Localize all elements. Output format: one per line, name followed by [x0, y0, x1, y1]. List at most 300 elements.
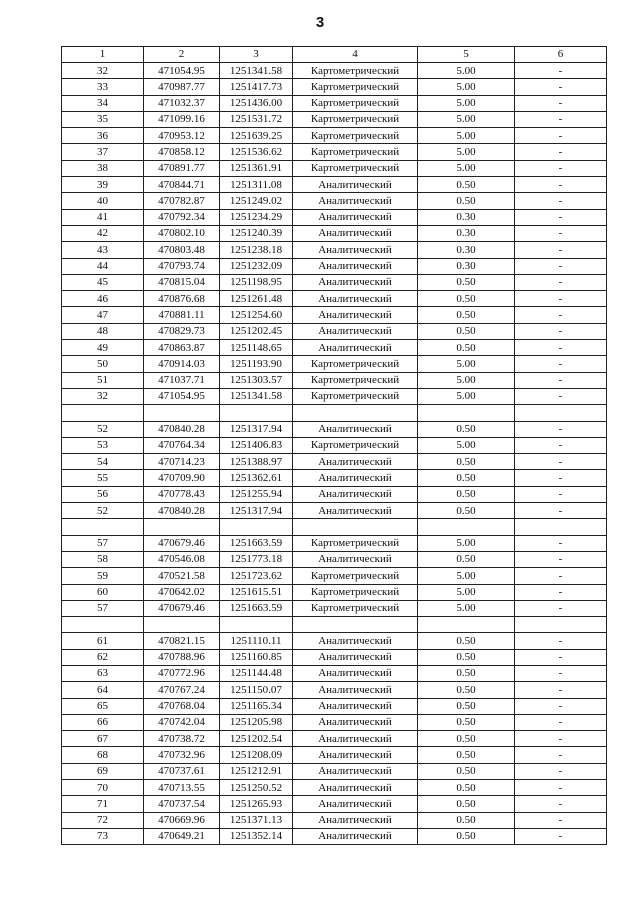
cell-note: - [515, 111, 607, 127]
cell-method: Аналитический [293, 291, 418, 307]
cell-method: Картометрический [293, 160, 418, 176]
cell-accuracy: 5.00 [418, 356, 515, 372]
cell-coordinate-y: 1251371.13 [220, 812, 293, 828]
cell-method: Картометрический [293, 568, 418, 584]
cell-method: Аналитический [293, 470, 418, 486]
cell-note: - [515, 535, 607, 551]
cell-coordinate-x: 470840.28 [144, 503, 220, 519]
cell-coordinate-y: 1251205.98 [220, 714, 293, 730]
cell-method: Аналитический [293, 714, 418, 730]
cell-coordinate-y: 1251536.62 [220, 144, 293, 160]
cell-coordinate-x [144, 405, 220, 421]
cell-point-number: 47 [62, 307, 144, 323]
cell-coordinate-y: 1251723.62 [220, 568, 293, 584]
cell-note: - [515, 95, 607, 111]
cell-coordinate-y: 1251362.61 [220, 470, 293, 486]
cell-accuracy: 0.50 [418, 307, 515, 323]
header-col-5: 5 [418, 47, 515, 63]
cell-coordinate-y: 1251639.25 [220, 128, 293, 144]
table-row [62, 177, 607, 193]
cell-method: Картометрический [293, 535, 418, 551]
cell-coordinate-y: 1251265.93 [220, 796, 293, 812]
cell-method: Картометрический [293, 95, 418, 111]
cell-coordinate-y: 1251341.58 [220, 63, 293, 79]
table-row [62, 665, 607, 681]
cell-coordinate-x: 470815.04 [144, 274, 220, 290]
cell-coordinate-x: 470914.03 [144, 356, 220, 372]
cell-method: Аналитический [293, 340, 418, 356]
cell-method: Картометрический [293, 63, 418, 79]
table-row [62, 388, 607, 404]
table-row [62, 780, 607, 796]
cell-method: Аналитический [293, 780, 418, 796]
cell-point-number: 67 [62, 731, 144, 747]
cell-point-number: 37 [62, 144, 144, 160]
cell-method: Аналитический [293, 486, 418, 502]
cell-method: Картометрический [293, 584, 418, 600]
cell-note: - [515, 340, 607, 356]
cell-accuracy: 5.00 [418, 144, 515, 160]
cell-note: - [515, 177, 607, 193]
cell-coordinate-y: 1251202.54 [220, 731, 293, 747]
cell-note: - [515, 633, 607, 649]
cell-method: Картометрический [293, 111, 418, 127]
cell-accuracy: 5.00 [418, 535, 515, 551]
table-row [62, 731, 607, 747]
cell-point-number: 49 [62, 340, 144, 356]
table-row [62, 763, 607, 779]
cell-point-number: 59 [62, 568, 144, 584]
cell-accuracy: 0.50 [418, 763, 515, 779]
cell-method: Аналитический [293, 177, 418, 193]
cell-coordinate-x: 470881.11 [144, 307, 220, 323]
cell-coordinate-x: 470738.72 [144, 731, 220, 747]
cell-coordinate-x: 470802.10 [144, 225, 220, 241]
cell-coordinate-y: 1251238.18 [220, 242, 293, 258]
cell-note: - [515, 780, 607, 796]
cell-accuracy: 0.50 [418, 828, 515, 844]
cell-note: - [515, 796, 607, 812]
cell-coordinate-x: 471099.16 [144, 111, 220, 127]
cell-note [515, 519, 607, 535]
cell-note: - [515, 79, 607, 95]
cell-accuracy: 0.50 [418, 747, 515, 763]
cell-coordinate-x: 471032.37 [144, 95, 220, 111]
cell-coordinate-y: 1251615.51 [220, 584, 293, 600]
cell-coordinate-x: 470714.23 [144, 454, 220, 470]
table-row [62, 747, 607, 763]
cell-coordinate-y: 1251144.48 [220, 665, 293, 681]
cell-accuracy: 5.00 [418, 160, 515, 176]
cell-accuracy: 0.50 [418, 323, 515, 339]
cell-coordinate-y: 1251317.94 [220, 421, 293, 437]
cell-coordinate-y: 1251234.29 [220, 209, 293, 225]
cell-coordinate-x: 470953.12 [144, 128, 220, 144]
cell-method: Аналитический [293, 731, 418, 747]
cell-coordinate-x: 470844.71 [144, 177, 220, 193]
cell-accuracy: 0.50 [418, 682, 515, 698]
cell-note: - [515, 258, 607, 274]
cell-coordinate-x: 470829.73 [144, 323, 220, 339]
cell-note: - [515, 356, 607, 372]
cell-coordinate-x: 470768.04 [144, 698, 220, 714]
cell-point-number: 33 [62, 79, 144, 95]
page-number: 3 [315, 14, 325, 31]
cell-coordinate-y: 1251311.08 [220, 177, 293, 193]
cell-point-number: 41 [62, 209, 144, 225]
table-row [62, 258, 607, 274]
cell-point-number: 54 [62, 454, 144, 470]
cell-accuracy: 0.50 [418, 291, 515, 307]
coordinates-table [61, 46, 607, 845]
cell-coordinate-x: 471054.95 [144, 63, 220, 79]
cell-coordinate-y: 1251303.57 [220, 372, 293, 388]
table-row [62, 225, 607, 241]
table-row [62, 291, 607, 307]
cell-accuracy [418, 405, 515, 421]
cell-method [293, 405, 418, 421]
cell-coordinate-x: 470679.46 [144, 535, 220, 551]
cell-coordinate-x: 470669.96 [144, 812, 220, 828]
cell-note: - [515, 128, 607, 144]
cell-method: Картометрический [293, 437, 418, 453]
table-row [62, 193, 607, 209]
cell-method: Аналитический [293, 763, 418, 779]
header-col-3: 3 [220, 47, 293, 63]
table-row [62, 95, 607, 111]
table-row [62, 568, 607, 584]
cell-point-number: 38 [62, 160, 144, 176]
cell-note: - [515, 437, 607, 453]
cell-method: Картометрический [293, 128, 418, 144]
cell-point-number: 53 [62, 437, 144, 453]
cell-accuracy: 0.50 [418, 177, 515, 193]
header-col-1: 1 [62, 47, 144, 63]
cell-note: - [515, 600, 607, 616]
cell-coordinate-x: 470821.15 [144, 633, 220, 649]
cell-accuracy: 0.50 [418, 649, 515, 665]
cell-point-number: 39 [62, 177, 144, 193]
cell-coordinate-x [144, 519, 220, 535]
cell-method: Аналитический [293, 209, 418, 225]
cell-coordinate-y: 1251165.34 [220, 698, 293, 714]
cell-note: - [515, 828, 607, 844]
cell-point-number: 43 [62, 242, 144, 258]
cell-accuracy: 0.50 [418, 633, 515, 649]
cell-point-number [62, 617, 144, 633]
cell-accuracy: 5.00 [418, 95, 515, 111]
cell-note: - [515, 731, 607, 747]
cell-point-number: 69 [62, 763, 144, 779]
cell-accuracy: 0.50 [418, 714, 515, 730]
cell-coordinate-x: 470792.34 [144, 209, 220, 225]
cell-point-number: 66 [62, 714, 144, 730]
cell-accuracy [418, 519, 515, 535]
table-row [62, 340, 607, 356]
cell-note [515, 405, 607, 421]
cell-note: - [515, 503, 607, 519]
cell-note: - [515, 144, 607, 160]
cell-accuracy: 0.50 [418, 698, 515, 714]
cell-accuracy: 0.50 [418, 665, 515, 681]
table-row [62, 649, 607, 665]
cell-coordinate-x: 470642.02 [144, 584, 220, 600]
cell-point-number: 58 [62, 551, 144, 567]
cell-point-number [62, 405, 144, 421]
cell-coordinate-x: 470679.46 [144, 600, 220, 616]
cell-accuracy: 0.50 [418, 796, 515, 812]
cell-method: Аналитический [293, 454, 418, 470]
cell-coordinate-y: 1251198.95 [220, 274, 293, 290]
table-row [62, 242, 607, 258]
table-row [62, 828, 607, 844]
table-row [62, 698, 607, 714]
cell-note: - [515, 242, 607, 258]
cell-method: Аналитический [293, 307, 418, 323]
cell-note: - [515, 307, 607, 323]
cell-note: - [515, 568, 607, 584]
cell-note: - [515, 665, 607, 681]
cell-accuracy: 0.50 [418, 812, 515, 828]
cell-accuracy: 0.50 [418, 551, 515, 567]
cell-coordinate-x: 470803.48 [144, 242, 220, 258]
cell-point-number [62, 519, 144, 535]
cell-method: Аналитический [293, 633, 418, 649]
header-col-2: 2 [144, 47, 220, 63]
cell-point-number: 44 [62, 258, 144, 274]
table-row [62, 128, 607, 144]
table-row [62, 63, 607, 79]
cell-point-number: 55 [62, 470, 144, 486]
table-row [62, 470, 607, 486]
cell-coordinate-y [220, 405, 293, 421]
table-row [62, 209, 607, 225]
cell-accuracy: 0.30 [418, 258, 515, 274]
cell-method: Аналитический [293, 225, 418, 241]
cell-accuracy: 5.00 [418, 372, 515, 388]
cell-note: - [515, 649, 607, 665]
cell-coordinate-x: 470764.34 [144, 437, 220, 453]
cell-note: - [515, 551, 607, 567]
header-row [62, 47, 607, 63]
cell-coordinate-y: 1251232.09 [220, 258, 293, 274]
cell-point-number: 46 [62, 291, 144, 307]
cell-method: Аналитический [293, 665, 418, 681]
cell-point-number: 60 [62, 584, 144, 600]
cell-note: - [515, 763, 607, 779]
cell-coordinate-y: 1251148.65 [220, 340, 293, 356]
cell-coordinate-x: 470521.58 [144, 568, 220, 584]
table-row [62, 79, 607, 95]
cell-coordinate-x: 470858.12 [144, 144, 220, 160]
cell-accuracy: 0.50 [418, 731, 515, 747]
cell-coordinate-x: 470876.68 [144, 291, 220, 307]
cell-note: - [515, 323, 607, 339]
cell-coordinate-x [144, 617, 220, 633]
cell-point-number: 64 [62, 682, 144, 698]
cell-coordinate-x: 470772.96 [144, 665, 220, 681]
cell-point-number: 52 [62, 421, 144, 437]
cell-method [293, 617, 418, 633]
cell-note: - [515, 225, 607, 241]
cell-coordinate-y: 1251254.60 [220, 307, 293, 323]
cell-point-number: 32 [62, 63, 144, 79]
cell-note: - [515, 584, 607, 600]
cell-method: Аналитический [293, 323, 418, 339]
cell-note: - [515, 682, 607, 698]
cell-point-number: 73 [62, 828, 144, 844]
cell-coordinate-x: 470793.74 [144, 258, 220, 274]
cell-coordinate-x: 470778.43 [144, 486, 220, 502]
cell-method: Аналитический [293, 551, 418, 567]
table-row [62, 503, 607, 519]
cell-coordinate-x: 470782.87 [144, 193, 220, 209]
separator-row [62, 617, 607, 633]
table-header [62, 47, 607, 63]
table-row [62, 421, 607, 437]
cell-point-number: 65 [62, 698, 144, 714]
table-body [62, 63, 607, 845]
cell-point-number: 48 [62, 323, 144, 339]
cell-coordinate-y: 1251436.00 [220, 95, 293, 111]
cell-note: - [515, 747, 607, 763]
cell-point-number: 68 [62, 747, 144, 763]
cell-coordinate-y: 1251317.94 [220, 503, 293, 519]
cell-accuracy: 0.50 [418, 486, 515, 502]
cell-point-number: 50 [62, 356, 144, 372]
cell-method: Картометрический [293, 144, 418, 160]
table-row [62, 111, 607, 127]
cell-accuracy: 5.00 [418, 63, 515, 79]
cell-coordinate-x: 470891.77 [144, 160, 220, 176]
cell-note: - [515, 812, 607, 828]
cell-accuracy: 5.00 [418, 111, 515, 127]
cell-accuracy: 0.50 [418, 780, 515, 796]
cell-coordinate-y: 1251341.58 [220, 388, 293, 404]
cell-coordinate-y: 1251160.85 [220, 649, 293, 665]
cell-coordinate-y: 1251388.97 [220, 454, 293, 470]
table-row [62, 584, 607, 600]
cell-coordinate-y: 1251249.02 [220, 193, 293, 209]
table-row [62, 714, 607, 730]
cell-note: - [515, 486, 607, 502]
cell-coordinate-y: 1251193.90 [220, 356, 293, 372]
cell-point-number: 70 [62, 780, 144, 796]
cell-coordinate-y: 1251361.91 [220, 160, 293, 176]
cell-method: Аналитический [293, 258, 418, 274]
cell-point-number: 32 [62, 388, 144, 404]
table-row [62, 454, 607, 470]
table-row [62, 372, 607, 388]
cell-method: Аналитический [293, 649, 418, 665]
cell-coordinate-y [220, 617, 293, 633]
table-row [62, 796, 607, 812]
cell-method: Аналитический [293, 193, 418, 209]
table-row [62, 144, 607, 160]
cell-coordinate-x: 470649.21 [144, 828, 220, 844]
cell-method: Аналитический [293, 242, 418, 258]
cell-coordinate-x: 470713.55 [144, 780, 220, 796]
cell-note: - [515, 193, 607, 209]
table-row [62, 551, 607, 567]
cell-coordinate-y: 1251208.09 [220, 747, 293, 763]
cell-note: - [515, 698, 607, 714]
cell-point-number: 62 [62, 649, 144, 665]
cell-method: Аналитический [293, 421, 418, 437]
cell-accuracy: 5.00 [418, 600, 515, 616]
table-row [62, 437, 607, 453]
cell-note [515, 617, 607, 633]
cell-coordinate-x: 470737.61 [144, 763, 220, 779]
cell-accuracy: 5.00 [418, 568, 515, 584]
cell-accuracy: 5.00 [418, 128, 515, 144]
cell-accuracy: 5.00 [418, 388, 515, 404]
cell-coordinate-x: 470546.08 [144, 551, 220, 567]
cell-method: Аналитический [293, 698, 418, 714]
cell-method: Картометрический [293, 372, 418, 388]
cell-method: Картометрический [293, 356, 418, 372]
cell-point-number: 35 [62, 111, 144, 127]
cell-method: Картометрический [293, 79, 418, 95]
cell-coordinate-y: 1251255.94 [220, 486, 293, 502]
cell-method [293, 519, 418, 535]
cell-point-number: 63 [62, 665, 144, 681]
cell-coordinate-y: 1251250.52 [220, 780, 293, 796]
cell-accuracy: 0.50 [418, 503, 515, 519]
cell-accuracy: 0.50 [418, 470, 515, 486]
cell-coordinate-x: 470840.28 [144, 421, 220, 437]
cell-point-number: 56 [62, 486, 144, 502]
cell-coordinate-x: 470742.04 [144, 714, 220, 730]
cell-point-number: 34 [62, 95, 144, 111]
cell-coordinate-y [220, 519, 293, 535]
cell-method: Аналитический [293, 828, 418, 844]
table-row [62, 356, 607, 372]
cell-accuracy: 0.50 [418, 454, 515, 470]
cell-accuracy [418, 617, 515, 633]
cell-note: - [515, 291, 607, 307]
cell-point-number: 42 [62, 225, 144, 241]
cell-coordinate-x: 471037.71 [144, 372, 220, 388]
cell-coordinate-y: 1251352.14 [220, 828, 293, 844]
cell-coordinate-y: 1251417.73 [220, 79, 293, 95]
table-row [62, 160, 607, 176]
cell-coordinate-x: 470987.77 [144, 79, 220, 95]
cell-method: Аналитический [293, 274, 418, 290]
cell-point-number: 71 [62, 796, 144, 812]
cell-coordinate-y: 1251202.45 [220, 323, 293, 339]
cell-coordinate-y: 1251212.91 [220, 763, 293, 779]
cell-coordinate-y: 1251406.83 [220, 437, 293, 453]
cell-coordinate-x: 470767.24 [144, 682, 220, 698]
cell-coordinate-x: 470863.87 [144, 340, 220, 356]
cell-point-number: 57 [62, 600, 144, 616]
cell-accuracy: 0.50 [418, 421, 515, 437]
cell-point-number: 57 [62, 535, 144, 551]
table-row [62, 307, 607, 323]
cell-note: - [515, 274, 607, 290]
cell-coordinate-x: 471054.95 [144, 388, 220, 404]
cell-point-number: 40 [62, 193, 144, 209]
cell-coordinate-y: 1251110.11 [220, 633, 293, 649]
cell-note: - [515, 421, 607, 437]
cell-point-number: 36 [62, 128, 144, 144]
cell-coordinate-x: 470732.96 [144, 747, 220, 763]
cell-accuracy: 0.30 [418, 242, 515, 258]
cell-method: Аналитический [293, 503, 418, 519]
cell-accuracy: 0.30 [418, 225, 515, 241]
table-row [62, 274, 607, 290]
